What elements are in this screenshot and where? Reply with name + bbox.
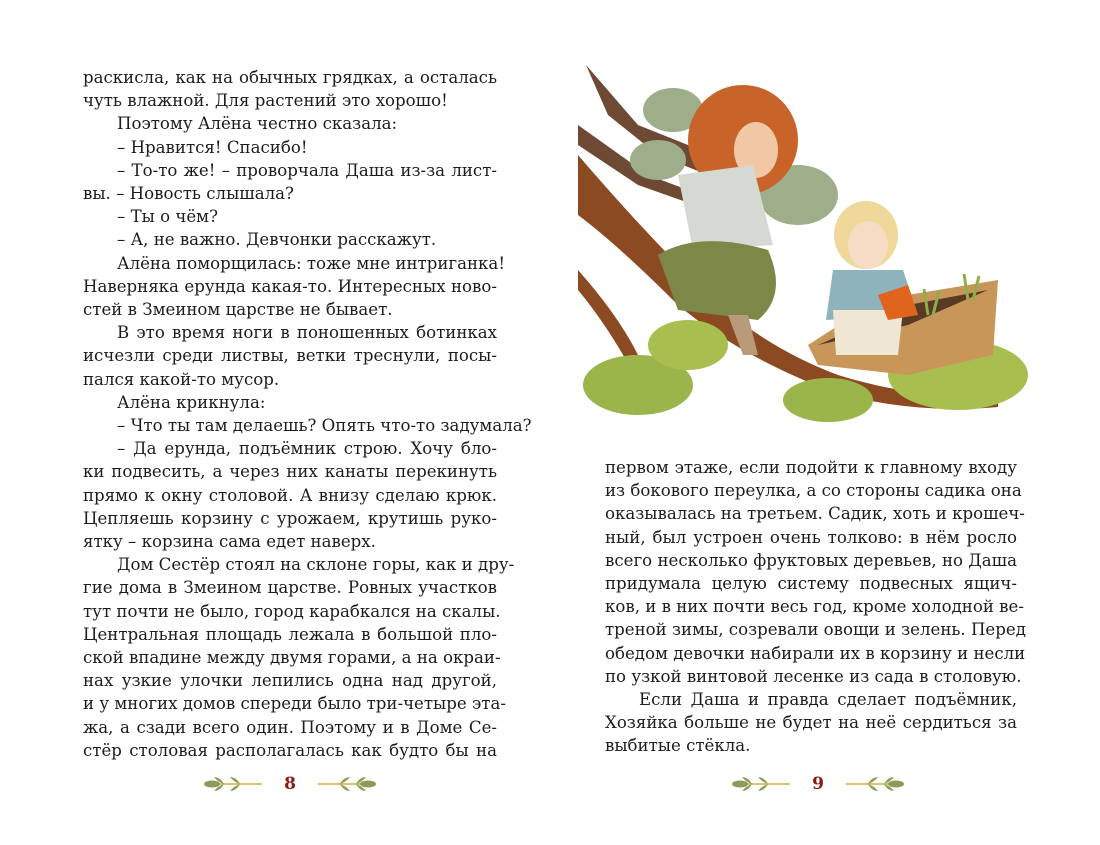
text-line: ской впадине между двумя горами, а на окраи- xyxy=(83,648,501,668)
text-line: – Ты о чём? xyxy=(117,207,218,227)
text-line: нах узкие улочки лепились одна над другой, xyxy=(83,671,497,691)
text-line: чуть влажной. Для растений это хорошо! xyxy=(83,91,448,111)
page-footer-right xyxy=(728,770,908,798)
text-line: раскисла, как на обычных грядках, а осталась xyxy=(83,68,497,87)
leaf-sprig-icon xyxy=(844,774,908,794)
text-line: стей в Змеином царстве не бывает. xyxy=(83,300,393,320)
text-line: первом этаже, если подойти к главному входу xyxy=(605,458,1017,477)
text-line: Алёна поморщилась: тоже мне интриганка! xyxy=(117,253,505,273)
text-line: обедом девочки набирали их в корзину и несли xyxy=(605,643,1026,663)
text-line: прямо к окну столовой. А внизу сделаю крюк. xyxy=(83,485,497,505)
text-line: выбитые стёкла. xyxy=(605,736,751,756)
text-line: Цепляешь корзину с урожаем, крутишь руко- xyxy=(83,508,497,528)
text-line: – Да ерунда, подъёмник строю. Хочу бло- xyxy=(117,439,497,459)
right-page xyxy=(550,0,1100,845)
text-line: придумала целую систему подвесных ящич- xyxy=(605,574,1017,594)
text-line: вы. – Новость слышала? xyxy=(83,184,294,204)
left-page-text xyxy=(83,66,532,762)
text-line: из бокового переулка, а со стороны садика она xyxy=(605,481,1022,501)
text-line: по узкой винтовой лесенке из сада в столовую. xyxy=(605,666,1022,686)
leaf-sprig-icon xyxy=(200,774,264,794)
leaf-sprig-icon xyxy=(728,774,792,794)
text-line: Наверняка ерунда какая-то. Интересных ново- xyxy=(83,276,497,296)
right-page-text xyxy=(605,456,1026,758)
text-line: ятку – корзина сама едет наверх. xyxy=(83,532,376,552)
text-line: Алёна крикнула: xyxy=(117,392,266,412)
text-line: Хозяйка больше не будет на неё сердиться за xyxy=(605,713,1017,733)
text-line: и у многих домов спереди было три-четыре эта- xyxy=(83,694,506,714)
page-number: 9 xyxy=(812,774,824,794)
text-line: – Нравится! Спасибо! xyxy=(117,137,308,157)
text-line: оказывалась на третьем. Садик, хоть и крошеч- xyxy=(605,504,1025,524)
page-footer-left xyxy=(200,770,380,798)
text-line: исчезли среди листвы, ветки треснули, посы- xyxy=(83,346,497,366)
text-line: ки подвесить, а через них канаты перекинуть xyxy=(83,462,497,482)
text-line: Поэтому Алёна честно сказала: xyxy=(117,114,398,134)
text-line: ный, был устроен очень толково: в нём росло xyxy=(605,527,1017,547)
text-line: – То-то же! – проворчала Даша из-за лист- xyxy=(117,160,497,180)
text-line: – Что ты там делаешь? Опять что-то задумала? xyxy=(117,416,532,436)
text-line: пался какой-то мусор. xyxy=(83,369,280,389)
text-line: треной зимы, созревали овощи и зелень. Перед xyxy=(605,620,1026,640)
page-number: 8 xyxy=(284,774,296,794)
illustration-girls-in-garden xyxy=(578,55,1048,430)
text-line: жа, а сзади всего один. Поэтому и в Доме Се- xyxy=(83,717,497,737)
leaf-sprig-icon xyxy=(316,774,380,794)
text-line: – А, не важно. Девчонки расскажут. xyxy=(117,230,437,250)
text-line: Если Даша и правда сделает подъёмник, xyxy=(639,690,1017,710)
text-line: всего несколько фруктовых деревьев, но Даша xyxy=(605,550,1017,570)
text-line: ков, и в них почти весь год, кроме холодной ве- xyxy=(605,597,1024,617)
text-line: стёр столовая располагалась как будто бы на xyxy=(83,740,497,760)
text-line: Дом Сестёр стоял на склоне горы, как и дру- xyxy=(117,555,515,575)
text-line: В это время ноги в поношенных ботинках xyxy=(117,323,497,343)
text-line: тут почти не было, город карабкался на скалы. xyxy=(83,601,501,621)
text-line: гие дома в Змеином царстве. Ровных участков xyxy=(83,578,497,598)
text-line: Центральная площадь лежала в большой пло- xyxy=(83,624,497,644)
